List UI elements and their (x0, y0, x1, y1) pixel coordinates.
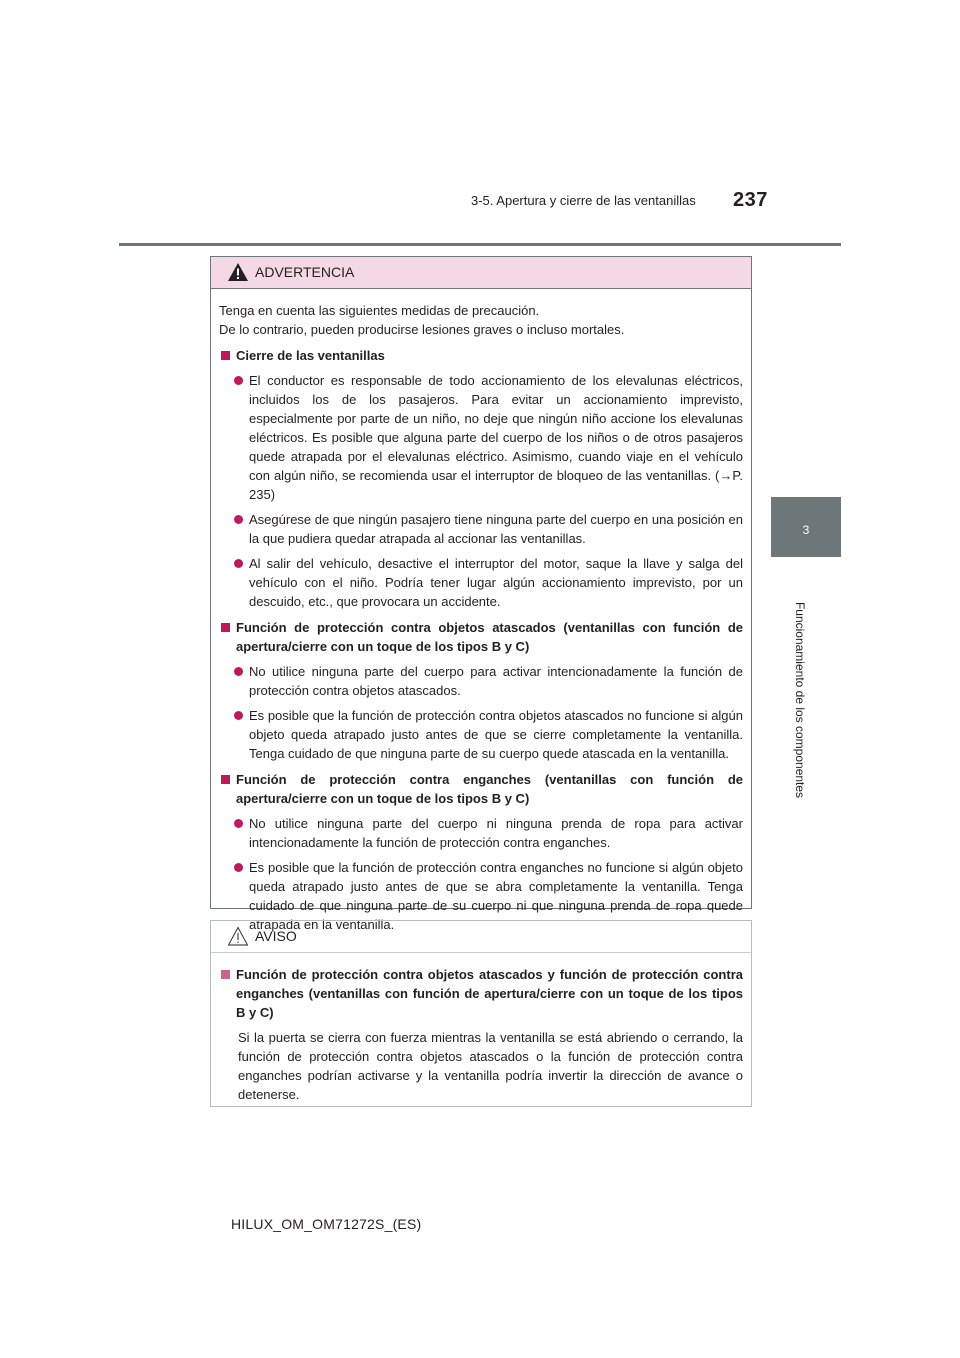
bullet-item: Es posible que la función de protección contra objetos atascados no funcione si algún objeto queda atrapado justo antes de que se cierre completamente la ventanilla. Tenga cuidado de que ninguna parte de su cuerpo quede atascada en la ventanilla. (232, 706, 743, 763)
warning-body (211, 289, 751, 934)
warning-title: ADVERTENCIA (255, 264, 355, 280)
round-bullet-icon (234, 667, 243, 676)
bullet-item: Asegúrese de que ningún pasajero tiene ninguna parte del cuerpo en una posición en la que pudiera quedar atrapada al accionar las ventanillas. (232, 510, 743, 548)
section-heading: Función de protección contra objetos atascados (ventanillas con función de apertura/cierre con un toque de los tipos B y C) (219, 618, 743, 656)
square-bullet-icon (221, 970, 230, 979)
bullet-item: El conductor es responsable de todo accionamiento de los elevalunas eléctricos, incluidos los de los pasajeros. Para evitar un accionamiento imprevisto, especialmente por parte de un niño, no deje que ningún niño accione los elevalunas eléctricos. Es posible que alguna parte del cuerpo de los niños o de otros pasajeros quede atrapada por el elevalunas eléctrico. Asimismo, cuando viaje en el vehículo con algún niño, se recomienda usar el interruptor de bloqueo de las ventanillas. (→P. 235) (232, 371, 743, 504)
warning-header (211, 257, 751, 289)
warning-section (219, 346, 743, 611)
notice-heading: Función de protección contra objetos atascados y función de protección contra enganches (ventanillas con función de apertura/cierre con un toque de los tipos B y C) (219, 965, 743, 1022)
round-bullet-icon (234, 711, 243, 720)
round-bullet-icon (234, 819, 243, 828)
warning-intro (219, 301, 743, 339)
warning-box (210, 256, 752, 932)
square-bullet-icon (221, 623, 230, 632)
intro-line: Tenga en cuenta las siguientes medidas de precaución. (219, 303, 540, 318)
intro-line: De lo contrario, pueden producirse lesiones graves o incluso mortales. (219, 322, 625, 337)
warning-section (219, 770, 743, 934)
notice-box (210, 920, 752, 1107)
chapter-label: Funcionamiento de los componentes (793, 601, 807, 799)
square-bullet-icon (221, 351, 230, 360)
page-number: 237 (733, 189, 768, 211)
square-bullet-icon (221, 775, 230, 784)
section-heading: Función de protección contra enganches (ventanillas con función de apertura/cierre con un toque de los tipos B y C) (219, 770, 743, 808)
warning-triangle-icon (227, 262, 249, 282)
notice-text: Si la puerta se cierra con fuerza mientras la ventanilla se está abriendo o cerrando, la función de protección contra objetos atascados o la función de protección contra enganches podrían activarse y la ventanilla podría invertir la dirección de avance o detenerse. (238, 1030, 743, 1102)
header-rule (119, 243, 841, 246)
notice-title: AVISO (255, 928, 297, 944)
caution-triangle-icon (227, 926, 249, 946)
notice-body (211, 953, 751, 1104)
bullet-item: No utilice ninguna parte del cuerpo ni ninguna prenda de ropa para activar intencionadamente la función de protección contra enganches. (232, 814, 743, 852)
warning-section (219, 618, 743, 763)
document-code: HILUX_OM_OM71272S_(ES) (231, 1216, 422, 1232)
chapter-number: 3 (802, 523, 810, 537)
bullet-item: No utilice ninguna parte del cuerpo para activar intencionadamente la función de protección contra objetos atascados. (232, 662, 743, 700)
section-title: 3-5. Apertura y cierre de las ventanillas (471, 193, 696, 208)
round-bullet-icon (234, 863, 243, 872)
round-bullet-icon (234, 515, 243, 524)
notice-header (211, 921, 751, 953)
round-bullet-icon (234, 559, 243, 568)
bullet-item: Al salir del vehículo, desactive el interruptor del motor, saque la llave y salga del vehículo con el niño. Podría tener lugar algún accionamiento imprevisto, por un descuido, etc., que provocara un accidente. (232, 554, 743, 611)
round-bullet-icon (234, 376, 243, 385)
bullet-item: Es posible que la función de protección contra enganches no funcione si algún objeto queda atrapado justo antes de que se abra completamente la ventanilla. Tenga cuidado de que ninguna parte de su cuerpo ni que ninguna prenda de ropa quede atrapada en la ventanilla. (232, 858, 743, 934)
section-heading: Cierre de las ventanillas (219, 346, 743, 365)
